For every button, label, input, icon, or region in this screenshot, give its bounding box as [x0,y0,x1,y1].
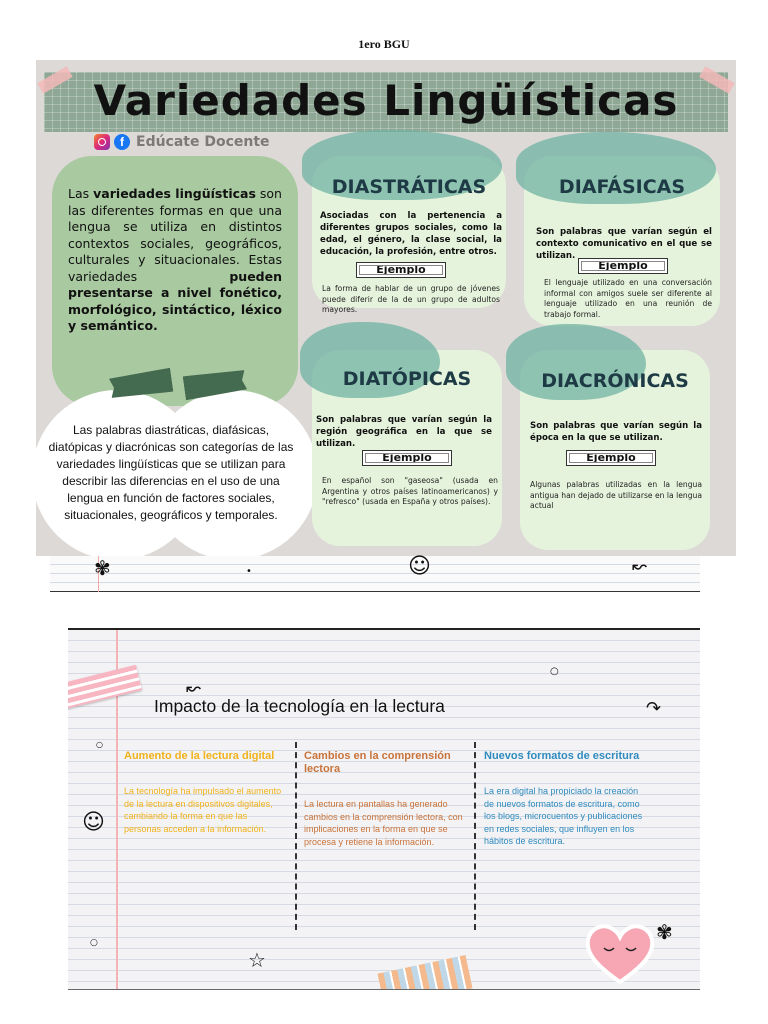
card-description: Son palabras que varían según el contexto comunicativo en el que se utilizan. [536,227,712,261]
tecnologia-note [68,628,700,990]
intro-text: Las variedades lingüísticas son las diferentes formas en que una lengua se utiliza en distintos contextos sociales, geográficos, culturales y situacionales. Estas variedades pueden presentarse a nivel fonético, morfológico, sintáctico, léxico y semántico. [68,186,282,333]
instagram-icon [94,134,110,150]
dot-doodle-icon: ○ [96,740,103,749]
dot-doodle-icon: • [246,566,252,577]
variedades-poster [36,60,736,556]
column-heading: Aumento de la lectura digital [124,750,275,762]
tape-decoration [377,955,472,990]
card-title: DIAFÁSICAS [558,176,686,198]
brand-name: Edúcate Docente [136,134,270,150]
card-description: Son palabras que varían según la época en la que se utilizan. [530,421,702,443]
card-example: Algunas palabras utilizadas en la lengua antigua han dejado de utilizarse en la lengua actual [530,480,702,510]
smiley-doodle-icon: ☺ [408,554,431,579]
column-divider [474,742,476,930]
column-body: La era digital ha propiciado la creación de nuevos formatos de escritura, como los blogs, microcuentos y publicaciones en redes sociales, que influyen en los hábitos de escritura. [484,786,643,846]
star-doodle-icon: ☆ [248,948,266,972]
categories-summary: Las palabras diastráticas, diafásicas, diatópicas y diacrónicas son categorías de las variedades lingüísticas que se utilizan para describir las diferencias en el uso de una lengua en función de factores sociales, situacionales, geográficos y temporales. [48,423,294,522]
card-description: Son palabras que varían según la región geográfica en la que se utilizan. [316,415,492,449]
column-divider [295,742,297,930]
ejemplo-label: Ejemplo [566,450,656,466]
card-example: En español son "gaseosa" (usada en Argentina y otros países latinoamericanos) y "refresco" (usada en España y otros países). [322,476,498,506]
card-diastraticas [312,156,506,314]
card-title: DIATÓPICAS [342,368,472,390]
intro-box [52,156,298,406]
column-heading: Cambios en la comprensión lectora [304,750,451,775]
flower-doodle-icon: ✾ [94,556,111,580]
note-title: Impacto de la tecnología en la lectura [154,696,445,716]
notebook-strip [50,556,700,592]
arrow-doodle-icon: ↜ [186,678,202,699]
card-diafasicas [524,156,720,326]
column-heading: Nuevos formatos de escritura [484,750,640,762]
title-banner [44,72,728,132]
dot-doodle-icon: ○ [90,938,98,948]
poster-title: Variedades Lingüísticas [93,76,679,125]
card-description: Asociadas con la pertenencia a diferentes grupos sociales, como la edad, el género, la clase social, la educación, la profesión, entre otros. [320,211,502,257]
card-diacronicas [520,350,710,550]
card-title: DIASTRÁTICAS [331,176,487,198]
brand [94,134,270,150]
ejemplo-label: Ejemplo [578,258,668,274]
ejemplo-label: Ejemplo [356,262,446,278]
dot-doodle-icon: ○ [550,666,559,677]
flower-doodle-icon: ✾ [656,920,673,944]
page-header: 1ero BGU [358,37,410,51]
tape-decoration [68,665,142,710]
curl-arrow-doodle-icon: ↷ [646,698,662,719]
column-body: La lectura en pantallas ha generado cambios en la comprensión lectora, con implicaciones en la forma en que se procesa y retiene la información. [304,799,463,847]
facebook-icon: f [114,134,130,150]
smiley-doodle-icon: ☺ [82,810,105,835]
column-comprension [304,750,464,848]
card-title: DIACRÓNICAS [541,370,689,392]
card-diatopicas [312,350,502,546]
column-nuevos-formatos [484,750,646,848]
heart-sticker-icon [584,922,656,986]
arrow-doodle-icon: ↜ [632,556,648,577]
card-example: El lenguaje utilizado en una conversación informal con amigos suele ser diferente al lenguaje utilizado en una reunión de trabajo formal. [544,278,712,319]
column-body: La tecnología ha impulsado el aumento de la lectura en dispositivos digitales, cambiando la forma en que las personas acceden a la información. [124,786,282,834]
ejemplo-label: Ejemplo [362,450,452,466]
column-lectura-digital [124,750,286,835]
card-example: La forma de hablar de un grupo de jóvenes puede diferir de la de un grupo de adultos mayores. [322,284,500,314]
